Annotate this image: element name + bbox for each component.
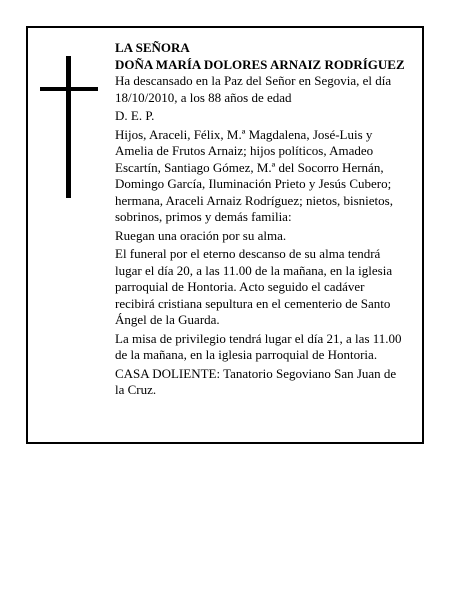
paragraph-funeral	[115, 246, 421, 329]
deceased-name: DOÑA MARÍA DOLORES ARNAIZ RODRÍGUEZ	[115, 56, 405, 72]
paragraph-line: Ángel de la Guarda.	[115, 312, 220, 327]
paragraph-line: La misa de privilegio tendrá lugar el día 21, a las 11.00	[115, 330, 402, 346]
notice-heading: LA SEÑORA	[115, 40, 190, 55]
paragraph-line: Domingo García, Iluminación Prieto y Jesús Cubero;	[115, 176, 392, 191]
paragraph-home	[115, 366, 421, 399]
cross-horizontal-bar	[40, 87, 98, 91]
paragraph-death	[115, 73, 421, 106]
paragraph-line: Ha descansado en la Paz del Señor en Segovia, el día	[115, 73, 392, 88]
paragraph-mass	[115, 331, 421, 364]
paragraph-family	[115, 127, 421, 226]
paragraph-dep	[115, 108, 421, 125]
paragraph-line: Escartín, Santiago Gómez, M.ª del Socorro Hernán,	[115, 159, 384, 175]
paragraph-line: recibirá cristiana sepultura en el cementerio de Santo	[115, 295, 391, 311]
paragraph-line: lugar el día 20, a las 11.00 de la mañana, en la iglesia	[115, 262, 393, 278]
paragraph-line: parroquial de Hontoria. Acto seguido el cadáver	[115, 279, 365, 294]
paragraph-line: 18/10/2010, a los 88 años de edad	[115, 89, 292, 105]
paragraph-line: D. E. P.	[115, 108, 155, 123]
paragraph-line: sobrinos, primos y demás familia:	[115, 209, 292, 224]
obituary-notice	[26, 26, 424, 444]
paragraph-line: CASA DOLIENTE: Tanatorio Segoviano San Juan de	[115, 365, 397, 381]
paragraph-line: de la mañana, en la iglesia parroquial de Hontoria.	[115, 347, 378, 362]
paragraph-line: la Cruz.	[115, 382, 157, 397]
paragraph-line: hermana, Araceli Arnaiz Rodríguez; nietos, bisnietos,	[115, 192, 393, 208]
paragraph-line: Ruegan una oración por su alma.	[115, 227, 287, 243]
paragraph-line: El funeral por el eterno descanso de su alma tendrá	[115, 246, 381, 261]
paragraph-line: Hijos, Araceli, Félix, M.ª Magdalena, José-Luis y	[115, 126, 373, 142]
paragraph-line: Amelia de Frutos Arnaiz; hijos políticos, Amadeo	[115, 143, 374, 158]
notice-text	[115, 40, 421, 401]
cross-vertical-bar	[66, 56, 71, 198]
cross-icon	[40, 56, 98, 198]
paragraph-prayer	[115, 228, 421, 245]
